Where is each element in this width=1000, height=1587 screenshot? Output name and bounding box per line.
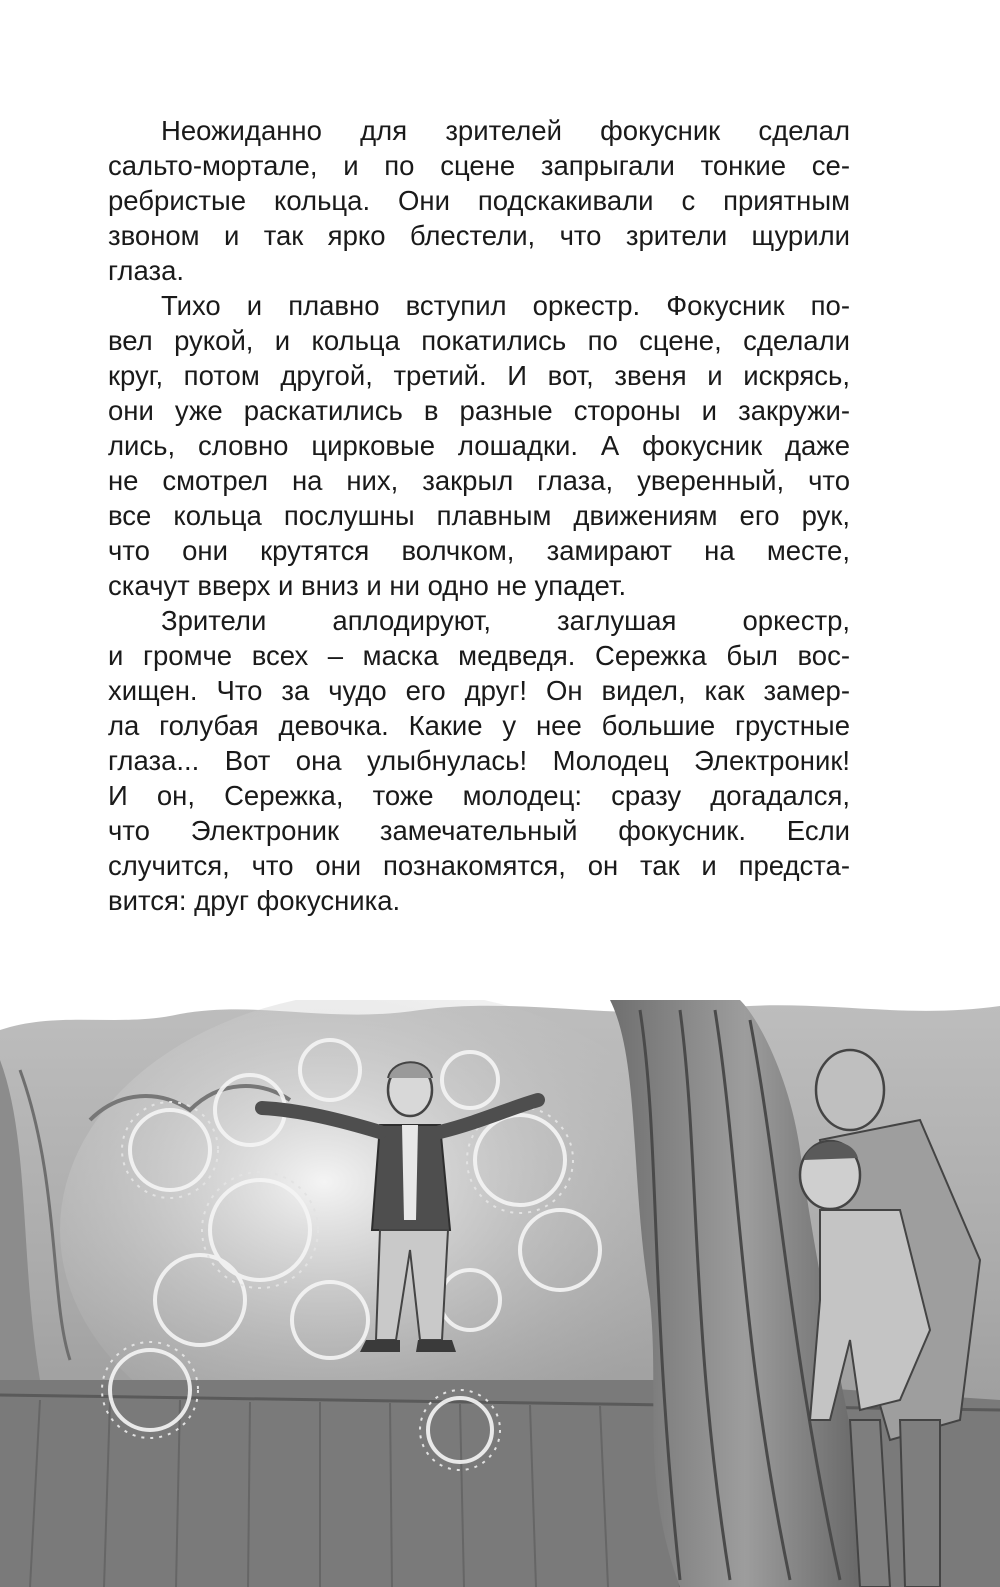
story-text	[108, 113, 850, 918]
text-line: ла голубая девочка. Какие у нее большие грустные	[108, 710, 850, 741]
paragraph-2	[108, 288, 850, 603]
text-line: не смотрел на них, закрыл глаза, уверенный, что	[108, 465, 850, 496]
text-line: глаза... Вот она улыбнулась! Молодец Электроник!	[108, 745, 850, 776]
paragraph-1	[108, 113, 850, 288]
text-line: хищен. Что за чудо его друг! Он видел, как замер-	[108, 675, 850, 706]
text-line: лись, словно цирковые лошадки. А фокусник даже	[108, 430, 850, 461]
text-line: что они крутятся волчком, замирают на месте,	[108, 535, 850, 566]
text-line: звоном и так ярко блестели, что зрители щурили	[108, 220, 850, 251]
paragraph-3	[108, 603, 850, 918]
text-line: вел рукой, и кольца покатились по сцене, сделали	[108, 325, 850, 356]
text-line: сальто-мортале, и по сцене запрыгали тонкие се-	[108, 150, 850, 181]
text-line: Зрители аплодируют, заглушая оркестр,	[161, 605, 850, 636]
stage-illustration-icon	[0, 1000, 1000, 1587]
stage-illustration	[0, 1000, 1000, 1587]
text-line: круг, потом другой, третий. И вот, звеня и искрясь,	[108, 360, 850, 391]
text-line: И он, Сережка, тоже молодец: сразу догадался,	[108, 780, 850, 811]
text-line: Тихо и плавно вступил оркестр. Фокусник по-	[161, 290, 850, 321]
text-line: что Электроник замечательный фокусник. Если	[108, 815, 850, 846]
text-line: случится, что они познакомятся, он так и предста-	[108, 850, 850, 881]
text-line: глаза.	[108, 255, 185, 286]
text-line: Неожиданно для зрителей фокусник сделал	[161, 115, 850, 146]
text-line: они уже раскатились в разные стороны и закружи-	[108, 395, 850, 426]
text-line: все кольца послушны плавным движениям его рук,	[108, 500, 850, 531]
text-line: вится: друг фокусника.	[108, 885, 401, 916]
text-line: скачут вверх и вниз и ни одно не упадет.	[108, 570, 627, 601]
text-line: и громче всех – маска медведя. Сережка был вос-	[108, 640, 850, 671]
text-line: ребристые кольца. Они подскакивали с приятным	[108, 185, 850, 216]
